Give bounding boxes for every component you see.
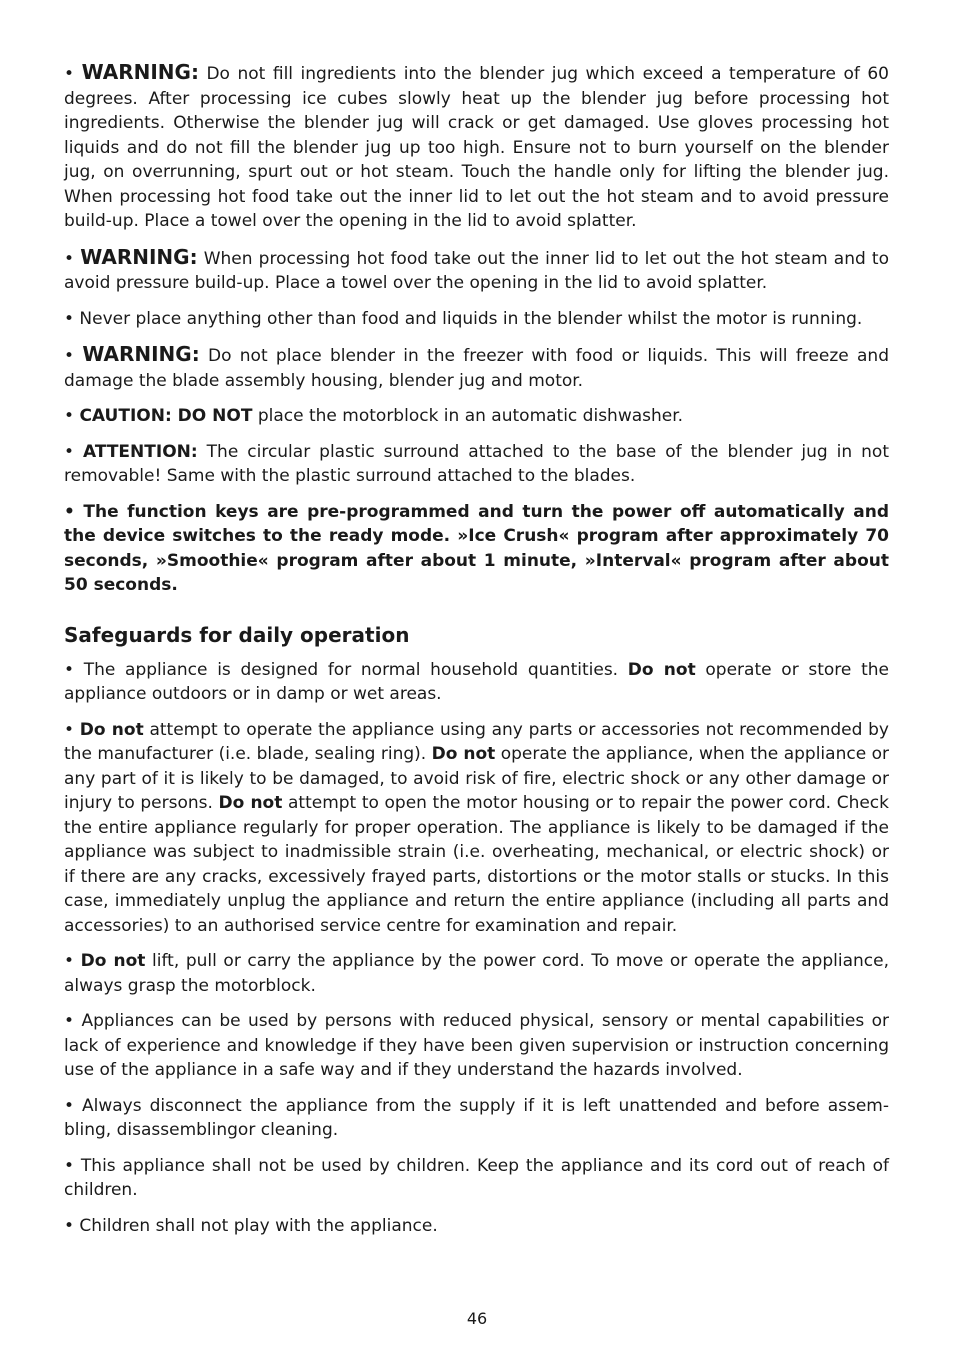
attention-plastic-surround xyxy=(64,440,889,489)
section-heading: Safeguards for daily operation xyxy=(64,622,410,647)
attention-label: ATTENTION: xyxy=(83,441,198,462)
safeguard-text: lift, pull or carry the appliance by the power cord. To move or operate the appliance, always grasp the motorblock. xyxy=(64,951,889,996)
safeguard-reduced-capabilities: • Appliances can be used by persons with reduced physical, sensory or mental capabilities or lack of experience and knowledge if they have been given supervision or instruction concerning use of the appliance in a safe way and if they understand the hazards involved. xyxy=(64,1011,889,1080)
bullet: • xyxy=(64,346,83,366)
safeguard-accessories xyxy=(64,718,889,939)
warning-hot-ingredients xyxy=(64,60,889,234)
attention-text: The circular plastic surround attached to the base of the blender jug in not removable! Same with the plastic surround attached to the blades. xyxy=(64,441,889,486)
safeguard-power-cord xyxy=(64,949,889,998)
do-not-emphasis: Do not xyxy=(218,793,283,813)
do-not-emphasis: Do not xyxy=(80,951,146,971)
warning-freezer xyxy=(64,342,889,393)
caution-text: place the motorblock in an automatic dishwasher. xyxy=(252,406,684,426)
caution-dishwasher xyxy=(64,404,889,429)
safeguard-text: • The appliance is designed for normal household quantities. xyxy=(64,659,628,680)
safeguard-children-use: • This appliance shall not be used by children. Keep the appliance and its cord out of reach of children. xyxy=(64,1155,889,1200)
warning-label: WARNING: xyxy=(82,342,200,366)
page-number: 46 xyxy=(466,1309,488,1328)
bullet: • xyxy=(64,64,82,84)
bullet: • xyxy=(64,719,80,740)
bullet: • xyxy=(64,441,84,462)
warning-text: Do not fill ingredients into the blender jug which exceed a temperature of 60 degrees. After processing ice cubes slowly heat up the blender jug before processing hot ingredients. Otherwise the blender jug will crack or get damaged. Use gloves processing hot liquids and do not fill the blender jug up too high. Ensure not to burn yourself on the blender jug, on overrunning, spurt out or hot steam. Touch the handle only for lifting the blender jug. When processing hot food take out the inner lid to let out the hot steam and to avoid pressure build-up. Place a towel over the opening in the lid to avoid splatter. xyxy=(64,64,889,231)
document-body xyxy=(64,60,889,1249)
warning-label: WARNING: xyxy=(81,60,199,84)
bullet: • xyxy=(64,951,81,971)
safeguard-children-play: • Children shall not play with the appliance. xyxy=(64,1215,438,1236)
function-keys-note: • The function keys are pre-programmed and turn the power off automatically and the device switches to the ready mode. »Ice Crush« program after approximately 70 seconds, »Smoothie« program after about 1 minute, »Interval« program after about 50 seconds. xyxy=(64,501,889,595)
bullet: • xyxy=(64,406,80,426)
safeguard-text: operate the appliance, when the appliance or any part of it is likely to be damaged, to avoid risk of fire, electric shock or any other damage or injury to persons. xyxy=(64,744,889,813)
safeguard-household xyxy=(64,658,889,707)
do-not-emphasis: Do not xyxy=(627,659,696,680)
safeguard-text: attempt to open the motor housing or to repair the power cord. Check the entire appliance regularly for proper operation. The appliance is likely to be damaged if the appliance was subject to inadmissible strain (i.e. overheating, mechanical, or electric shock) or if there are any cracks, excessively frayed parts, distortions or the motor stalls or stucks. In this case, immediately unplug the appliance and return the entire appliance (including all parts and accessories) to an authorised service centre for examination and repair. xyxy=(64,793,889,936)
warning-label: WARNING: xyxy=(80,244,198,269)
safeguard-text: operate or store the appliance outdoors or in damp or wet areas. xyxy=(64,659,889,704)
warning-hot-steam xyxy=(64,245,889,296)
do-not-emphasis: Do not xyxy=(79,719,144,740)
warning-text: When processing hot food take out the inner lid to let out the hot steam and to avoid pressure build-up. Place a towel over the opening in the lid to avoid splatter. xyxy=(64,248,889,293)
warning-text: Do not place blender in the freezer with food or liquids. This will freeze and damage the blade assembly housing, blender jug and motor. xyxy=(64,346,889,391)
caution-label: CAUTION: DO NOT xyxy=(79,406,253,426)
note-motor-running: • Never place anything other than food and liquids in the blender whilst the motor is running. xyxy=(64,308,863,329)
do-not-emphasis: Do not xyxy=(431,744,496,764)
safeguard-disconnect: • Always disconnect the appliance from the supply if it is left unattended and before assembling, disassemblingor cleaning. xyxy=(64,1095,889,1140)
safeguard-text: attempt to operate the appliance using any parts or accessories not recommended by the manufacturer (i.e. blade, sealing ring). xyxy=(64,719,889,764)
bullet: • xyxy=(64,248,81,269)
